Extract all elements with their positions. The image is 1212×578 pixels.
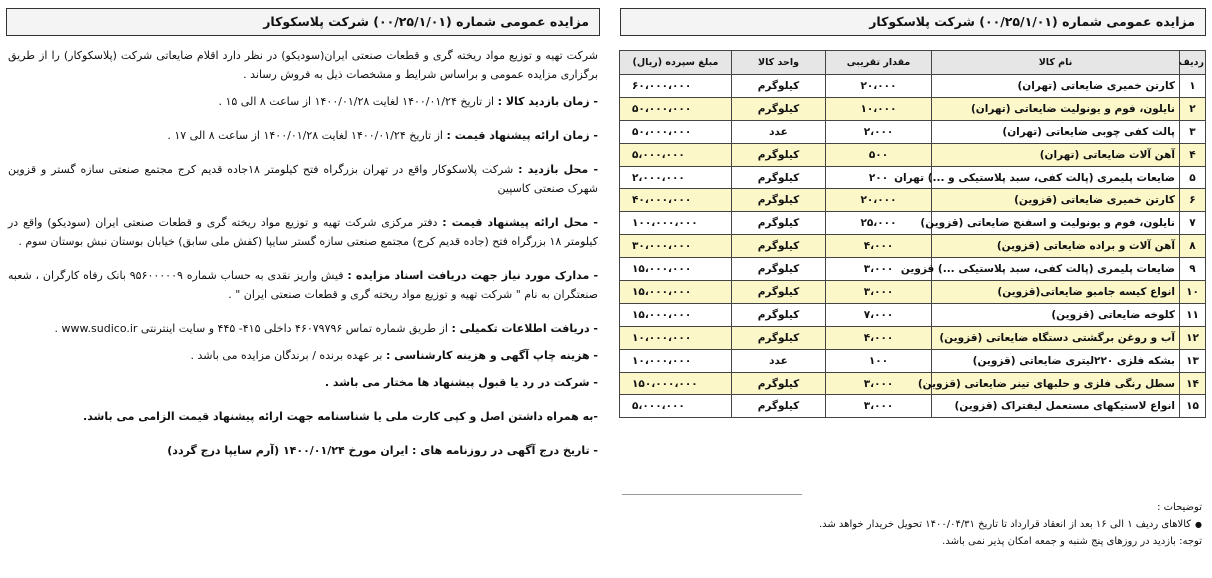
docs-text: فیش واریز نقدی به حساب شماره ۹۵۶۰۰۰۰۰۹ بانک رفاه کارگران ، شعبه صنعتگران به نام " شرکت تهیه و توزیع مواد ریخته گری و قطعات صنعتی ایران " .	[8, 269, 598, 301]
table-row	[620, 258, 1206, 281]
table-row	[620, 349, 1206, 372]
cost-line	[8, 346, 598, 365]
header-quantity: مقدار تقریبی	[826, 51, 932, 75]
offer-time-line	[8, 126, 598, 145]
note-1-text: کالاهای ردیف ۱ الی ۱۶ بعد از انعقاد قرارداد تا تاریخ ۱۴۰۰/۰۴/۳۱ تحویل خریدار خواهد شد.	[818, 519, 1192, 530]
reject-line	[8, 373, 598, 392]
unit-cell: کیلوگرم	[732, 189, 826, 212]
unit-cell: کیلوگرم	[732, 166, 826, 189]
quantity-cell: ۵۰۰	[826, 143, 932, 166]
unit-cell: عدد	[732, 120, 826, 143]
header-deposit: مبلغ سپرده (ریال)	[620, 51, 732, 75]
notes-title: توضیحات :	[1157, 502, 1202, 513]
row-number-cell: ۱۳	[1180, 349, 1206, 372]
deposit-cell: ۱۵۰،۰۰۰،۰۰۰	[620, 372, 732, 395]
deposit-cell: ۵،۰۰۰،۰۰۰	[620, 143, 732, 166]
offer-place-label: - محل ارائه پیشنهاد قیمت :	[442, 216, 598, 229]
info-text: از طریق شماره تماس ۴۶۰۷۹۷۹۶ داخلی ۴۱۵- ۴۴۵ و سایت اینترنتی www.sudico.ir .	[54, 322, 448, 335]
date-line	[8, 441, 598, 460]
unit-cell: کیلوگرم	[732, 143, 826, 166]
deposit-cell: ۲،۰۰۰،۰۰۰	[620, 166, 732, 189]
item-name-cell: آهن آلات و براده ضایعاتی (قزوین)	[932, 235, 1180, 258]
header-item-name: نام کالا	[932, 51, 1180, 75]
visit-place-text: شرکت پلاسکوکار واقع در تهران بزرگراه فتح کیلومتر ۱۸جاده قدیم کرج مجتمع صنعتی سازه گستر و قزوین شهرک صنعتی کاسپین	[8, 163, 598, 195]
item-name-cell: ضایعات پلیمری (پالت کفی، سبد پلاستیکی ...) قزوین	[932, 258, 1180, 281]
notes-section	[622, 494, 1202, 550]
left-title: مزایده عمومی شماره (۰۰/۲۵/۱/۰۱) شرکت پلاسکوکار	[6, 8, 600, 36]
quantity-cell: ۳،۰۰۰	[826, 395, 932, 418]
deposit-cell: ۶۰،۰۰۰،۰۰۰	[620, 75, 732, 98]
unit-cell: کیلوگرم	[732, 97, 826, 120]
header-unit: واحد کالا	[732, 51, 826, 75]
deposit-cell: ۱۰،۰۰۰،۰۰۰	[620, 349, 732, 372]
visit-time-line	[8, 92, 598, 111]
unit-cell: کیلوگرم	[732, 235, 826, 258]
deposit-cell: ۵۰،۰۰۰،۰۰۰	[620, 120, 732, 143]
offer-place-line	[8, 213, 598, 251]
table-row	[620, 281, 1206, 304]
quantity-cell: ۳،۰۰۰	[826, 258, 932, 281]
item-name-cell: نایلون، فوم و یونولیت ضایعاتی (تهران)	[932, 97, 1180, 120]
right-table-panel	[620, 8, 1206, 547]
quantity-cell: ۲۵،۰۰۰	[826, 212, 932, 235]
offer-time-text: از تاریخ ۱۴۰۰/۰۱/۲۴ لغایت ۱۴۰۰/۰۱/۲۸ از ساعت ۸ الی ۱۷ .	[167, 129, 443, 142]
item-name-cell: سطل رنگی فلزی و حلبهای تینر ضایعاتی (قزوین)	[932, 372, 1180, 395]
table-row	[620, 166, 1206, 189]
item-name-cell: ضایعات پلیمری (پالت کفی، سبد پلاستیکی و ...) تهران	[932, 166, 1180, 189]
header-row-number: ردیف	[1180, 51, 1206, 75]
quantity-cell: ۷،۰۰۰	[826, 303, 932, 326]
offer-time-label: - زمان ارائه پیشنهاد قیمت :	[446, 129, 598, 142]
unit-cell: کیلوگرم	[732, 281, 826, 304]
table-row	[620, 97, 1206, 120]
visit-place-label: - محل بازدید :	[518, 163, 599, 176]
row-number-cell: ۱۴	[1180, 372, 1206, 395]
table-header-row	[620, 51, 1206, 75]
offer-place-text: دفتر مرکزی شرکت تهیه و توزیع مواد ریخته گری و قطعات صنعتی ایران (سودیکو) واقع در کیلومتر ۱۸ بزرگراه فتح (جاده قدیم کرج) مجتمع صنعتی سازه گستر سایپا (کفش ملی سابق) خیابان بوستان نبش بوستان سوم .	[8, 216, 598, 248]
table-row	[620, 212, 1206, 235]
item-name-cell: آهن آلات ضایعاتی (تهران)	[932, 143, 1180, 166]
deposit-cell: ۱۵،۰۰۰،۰۰۰	[620, 303, 732, 326]
note-1	[622, 516, 1202, 533]
deposit-cell: ۵،۰۰۰،۰۰۰	[620, 395, 732, 418]
left-announcement-panel	[6, 8, 600, 500]
note-2: توجه: بازدید در روزهای پنج شنبه و جمعه امکان پذیر نمی باشد.	[942, 536, 1202, 547]
row-number-cell: ۱	[1180, 75, 1206, 98]
unit-cell: کیلوگرم	[732, 258, 826, 281]
row-number-cell: ۶	[1180, 189, 1206, 212]
row-number-cell: ۳	[1180, 120, 1206, 143]
unit-cell: کیلوگرم	[732, 303, 826, 326]
unit-cell: کیلوگرم	[732, 75, 826, 98]
bullet-icon: ●	[1195, 520, 1202, 529]
row-number-cell: ۵	[1180, 166, 1206, 189]
row-number-cell: ۱۰	[1180, 281, 1206, 304]
table-row	[620, 372, 1206, 395]
row-number-cell: ۱۱	[1180, 303, 1206, 326]
row-number-cell: ۱۲	[1180, 326, 1206, 349]
quantity-cell: ۴،۰۰۰	[826, 326, 932, 349]
table-row	[620, 120, 1206, 143]
quantity-cell: ۳،۰۰۰	[826, 372, 932, 395]
notes-divider	[622, 494, 802, 495]
quantity-cell: ۳،۰۰۰	[826, 281, 932, 304]
quantity-cell: ۲،۰۰۰	[826, 120, 932, 143]
id-line	[8, 407, 598, 426]
quantity-cell: ۱۰۰	[826, 349, 932, 372]
deposit-cell: ۳۰،۰۰۰،۰۰۰	[620, 235, 732, 258]
row-number-cell: ۲	[1180, 97, 1206, 120]
deposit-cell: ۱۰،۰۰۰،۰۰۰	[620, 326, 732, 349]
visit-time-text: از تاریخ ۱۴۰۰/۰۱/۲۴ لغایت ۱۴۰۰/۰۱/۲۸ از ساعت ۸ الی ۱۵ .	[218, 95, 495, 108]
item-name-cell: کلوخه ضایعاتی (قزوین)	[932, 303, 1180, 326]
table-row	[620, 235, 1206, 258]
visit-time-label: - زمان بازدید کالا :	[497, 95, 598, 108]
quantity-cell: ۲۰،۰۰۰	[826, 189, 932, 212]
unit-cell: عدد	[732, 349, 826, 372]
unit-cell: کیلوگرم	[732, 395, 826, 418]
cost-text: بر عهده برنده / برندگان مزایده می باشد .	[190, 349, 383, 362]
unit-cell: کیلوگرم	[732, 372, 826, 395]
id-text: -به همراه داشتن اصل و کپی کارت ملی یا شناسنامه جهت ارائه پیشنهاد قیمت الزامی می باشد.	[83, 410, 598, 423]
docs-line	[8, 266, 598, 304]
item-name-cell: پالت کفی چوبی ضایعاتی (تهران)	[932, 120, 1180, 143]
table-row	[620, 143, 1206, 166]
unit-cell: کیلوگرم	[732, 326, 826, 349]
item-name-cell: بشکه فلزی ۲۲۰لیتری ضایعاتی (قزوین)	[932, 349, 1180, 372]
quantity-cell: ۲۰،۰۰۰	[826, 75, 932, 98]
row-number-cell: ۱۵	[1180, 395, 1206, 418]
row-number-cell: ۴	[1180, 143, 1206, 166]
quantity-cell: ۲۰۰	[826, 166, 932, 189]
item-name-cell: نایلون، فوم و یونولیت و اسفنج ضایعاتی (قزوین)	[932, 212, 1180, 235]
table-row	[620, 75, 1206, 98]
quantity-cell: ۴،۰۰۰	[826, 235, 932, 258]
item-name-cell: انواع لاستیکهای مستعمل لیفتراک (قزوین)	[932, 395, 1180, 418]
deposit-cell: ۱۰۰،۰۰۰،۰۰۰	[620, 212, 732, 235]
docs-label: - مدارک مورد نیاز جهت دریافت اسناد مزایده :	[347, 269, 599, 282]
deposit-cell: ۱۵،۰۰۰،۰۰۰	[620, 258, 732, 281]
deposit-cell: ۴۰،۰۰۰،۰۰۰	[620, 189, 732, 212]
deposit-cell: ۱۵،۰۰۰،۰۰۰	[620, 281, 732, 304]
item-name-cell: آب و روغن برگشتی دستگاه ضایعاتی (قزوین)	[932, 326, 1180, 349]
deposit-cell: ۵۰،۰۰۰،۰۰۰	[620, 97, 732, 120]
row-number-cell: ۹	[1180, 258, 1206, 281]
row-number-cell: ۷	[1180, 212, 1206, 235]
item-name-cell: کارتن خمیری ضایعاتی (قزوین)	[932, 189, 1180, 212]
item-name-cell: انواع کیسه جامبو ضایعاتی(قزوین)	[932, 281, 1180, 304]
info-line	[8, 319, 598, 338]
right-title: مزایده عمومی شماره (۰۰/۲۵/۱/۰۱) شرکت پلاسکوکار	[620, 8, 1206, 36]
unit-cell: کیلوگرم	[732, 212, 826, 235]
visit-place-line	[8, 160, 598, 198]
left-body	[6, 36, 600, 460]
reject-text: - شرکت در رد یا قبول پیشنهاد ها مختار می باشد .	[324, 376, 598, 389]
info-label: - دریافت اطلاعات تکمیلی :	[451, 322, 598, 335]
item-name-cell: کارتن خمیری ضایعاتی (تهران)	[932, 75, 1180, 98]
table-row	[620, 303, 1206, 326]
table-row	[620, 326, 1206, 349]
table-row	[620, 395, 1206, 418]
intro-paragraph: شرکت تهیه و توزیع مواد ریخته گری و قطعات صنعتی ایران(سودیکو) در نظر دارد اقلام ضایعاتی شرکت (پلاسکوکار) را از طریق برگزاری مزایده عمومی و براساس شرایط و مشخصات ذیل به فروش رساند .	[8, 49, 598, 81]
cost-label: - هزینه چاپ آگهی و هزینه کارشناسی :	[385, 349, 598, 362]
row-number-cell: ۸	[1180, 235, 1206, 258]
table-row	[620, 189, 1206, 212]
date-text: - تاریخ درج آگهی در روزنامه های : ایران مورخ ۱۴۰۰/۰۱/۲۴ (آرم سایپا درج گردد)	[167, 444, 598, 457]
items-table	[619, 50, 1206, 418]
quantity-cell: ۱۰،۰۰۰	[826, 97, 932, 120]
